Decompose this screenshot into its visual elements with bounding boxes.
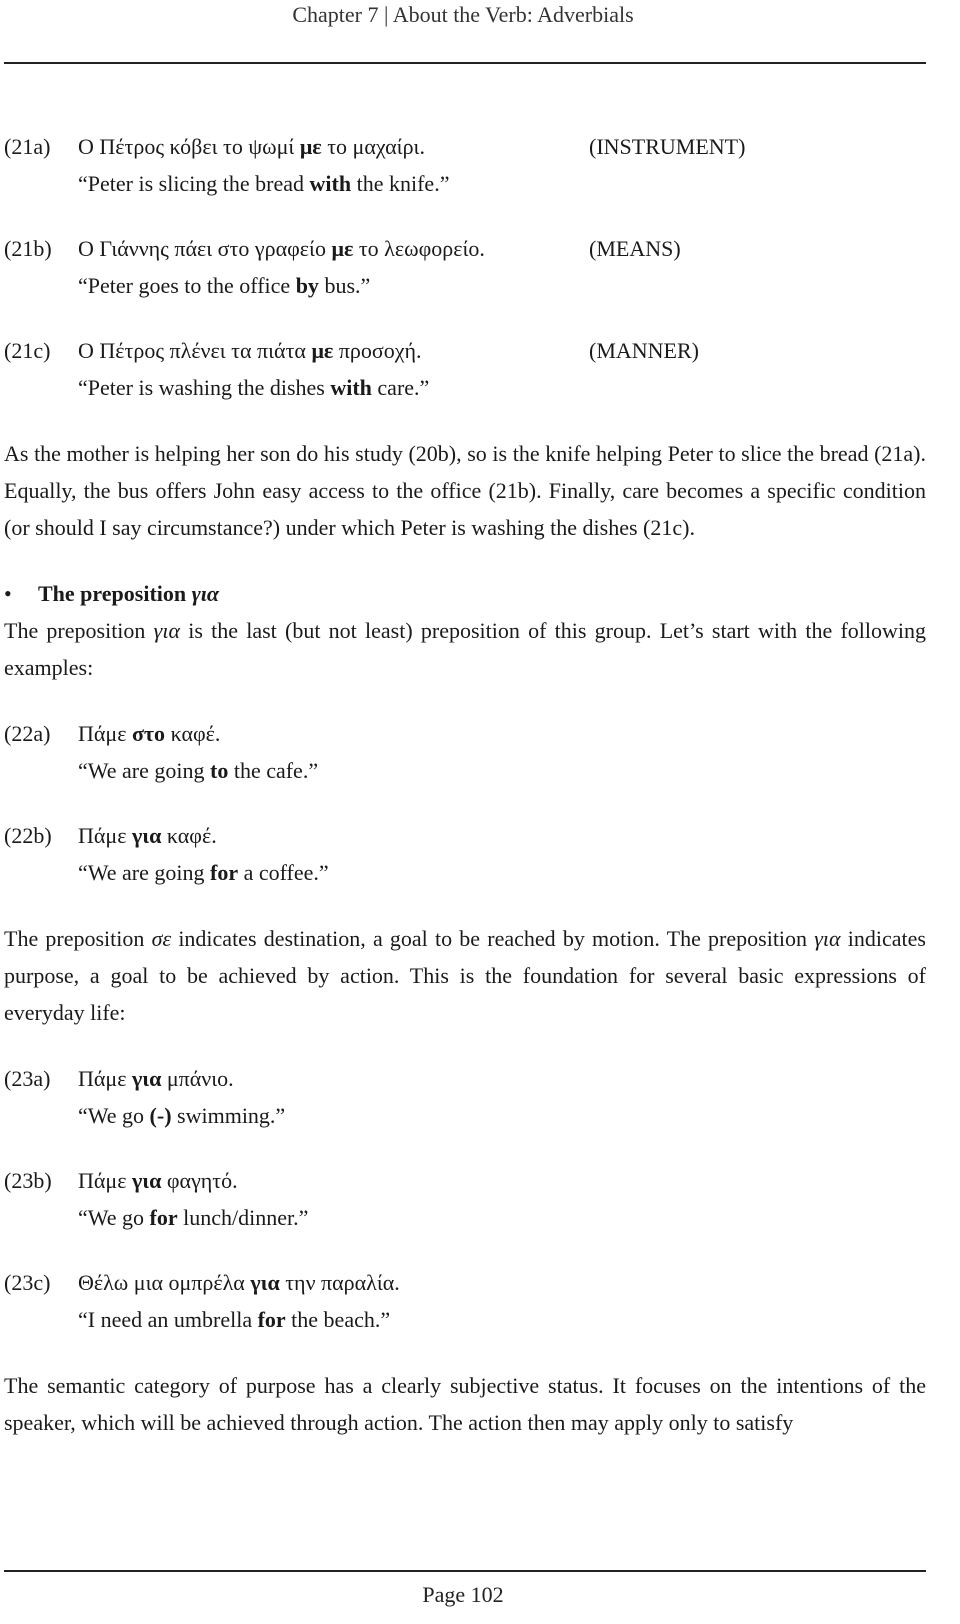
english-gloss: “I need an umbrella for the beach.” — [78, 1307, 391, 1332]
page-number: Page 102 — [422, 1582, 504, 1607]
paragraph-knife-bus-care: As the mother is helping her son do his study (20b), so is the knife helping Peter to slice the bread (21a). Equally, the bus offers John easy access to the office (21b). Finally, care becomes a specific condition (or should I say circumstance?) under which Peter is washing the dishes (21c). — [4, 441, 926, 540]
bullet-icon: • — [4, 581, 12, 606]
english-gloss: “We are going for a coffee.” — [78, 860, 329, 885]
example-number: (21c) — [4, 338, 51, 363]
greek-sentence: Ο Γιάννης πάει στο γραφείο με το λεωφορείο. — [78, 236, 485, 261]
greek-sentence: Ο Πέτρος πλένει τα πιάτα με προσοχή. — [78, 338, 422, 363]
example-23a — [4, 1060, 926, 1134]
example-23b — [4, 1162, 926, 1236]
paragraph-semantic-purpose: The semantic category of purpose has a clearly subjective status. It focuses on the intentions of the speaker, which will be achieved through action. The action then may apply only to satisfy — [4, 1373, 926, 1435]
english-gloss: “We go for lunch/dinner.” — [78, 1205, 309, 1230]
running-header: Chapter 7 | About the Verb: Adverbials — [292, 2, 634, 27]
paragraph-preposition-gia: The preposition για is the last (but not least) preposition of this group. Let’s start with the following examples: — [4, 618, 926, 680]
example-23c — [4, 1264, 926, 1338]
example-number: (23b) — [4, 1168, 52, 1193]
semantic-category: (MEANS) — [589, 236, 681, 261]
example-22b — [4, 817, 926, 891]
example-number: (22a) — [4, 721, 51, 746]
example-number: (23c) — [4, 1270, 51, 1295]
example-number: (21b) — [4, 236, 52, 261]
example-21a — [4, 128, 926, 202]
section-heading-preposition-gia: • The preposition για — [4, 575, 926, 612]
english-gloss: “We go (-) swimming.” — [78, 1103, 286, 1128]
greek-sentence: Πάμε για καφέ. — [78, 823, 217, 848]
example-21c — [4, 332, 926, 406]
semantic-category: (INSTRUMENT) — [589, 134, 746, 159]
greek-sentence: Πάμε για φαγητό. — [78, 1168, 238, 1193]
example-number: (22b) — [4, 823, 52, 848]
example-21b — [4, 230, 926, 304]
english-gloss: “We are going to the cafe.” — [78, 758, 319, 783]
example-number: (21a) — [4, 134, 51, 159]
paragraph-destination-purpose: The preposition σε indicates destination, a goal to be reached by motion. The preposition για indicates purpose, a goal to be achieved by action. This is the foundation for several basic expressions of everyday life: — [4, 926, 926, 1025]
greek-sentence: Θέλω μια ομπρέλα για την παραλία. — [78, 1270, 400, 1295]
page-body — [4, 128, 926, 1441]
english-gloss: “Peter is slicing the bread with the knife.” — [78, 171, 450, 196]
example-number: (23a) — [4, 1066, 51, 1091]
english-gloss: “Peter is washing the dishes with care.” — [78, 375, 430, 400]
example-22a — [4, 715, 926, 789]
english-gloss: “Peter goes to the office by bus.” — [78, 273, 371, 298]
greek-sentence: Πάμε για μπάνιο. — [78, 1066, 234, 1091]
header-rule — [4, 62, 926, 64]
footer-rule — [4, 1570, 926, 1572]
greek-sentence: Ο Πέτρος κόβει το ψωμί με το μαχαίρι. — [78, 134, 425, 159]
semantic-category: (MANNER) — [589, 338, 699, 363]
greek-sentence: Πάμε στο καφέ. — [78, 721, 221, 746]
